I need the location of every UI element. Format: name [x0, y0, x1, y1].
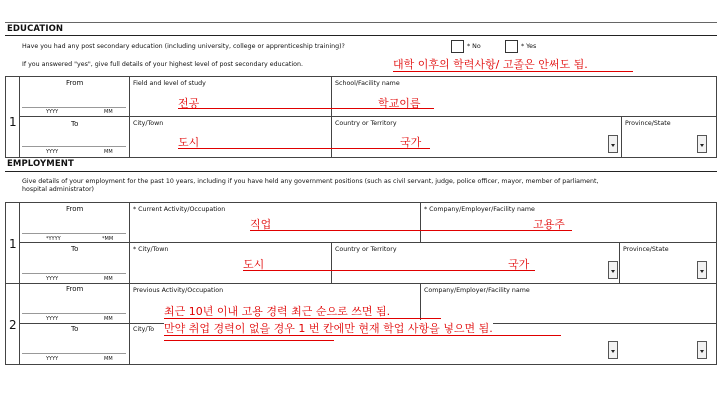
education-table-left	[5, 76, 6, 157]
employment-row2-note-line1: 최근 10년 이내 고용 경력 최근 순으로 쓰면 됨.	[164, 305, 391, 318]
education-from-mm: MM	[104, 109, 113, 115]
employment-row2-from-yyyy: YYYY	[46, 316, 59, 322]
education-table-top	[5, 76, 717, 77]
education-field-label: Field and level of study	[133, 80, 206, 87]
employment-row2-note-underline2	[164, 335, 561, 336]
education-yes-label: * Yes	[521, 43, 537, 50]
employment-row2-city-underline	[164, 340, 334, 341]
education-city-note: 도시	[178, 136, 200, 149]
employment-table-top	[5, 202, 717, 203]
employment-instruction-line1: Give details of your employment for the past 10 years, including if you have held any government positions (such as civil servant, judge, police officer, mayor, member of parliament,	[22, 178, 599, 185]
employment-row1-activity-note: 직업	[250, 218, 272, 231]
employment-row2-to-label: To	[71, 325, 79, 333]
employment-row2-province-dropdown[interactable]	[697, 341, 707, 359]
employment-row1-to-input-line[interactable]	[22, 273, 126, 274]
education-field-underline	[178, 108, 434, 109]
employment-row1-city-underline	[243, 270, 535, 271]
education-province-label: Province/State	[625, 120, 671, 127]
employment-row1-from-label: From	[66, 205, 84, 213]
employment-date-divider	[129, 202, 130, 364]
employment-instruction-line2: hospital administrator)	[22, 186, 94, 193]
employment-row1-to-yyyy: YYYY	[46, 276, 59, 282]
employment-row1-province-dropdown[interactable]	[697, 261, 707, 279]
employment-row1-province-label: Province/State	[623, 246, 669, 253]
education-country-dropdown[interactable]	[608, 135, 618, 153]
education-question: Have you had any post secondary education (including university, college or apprenticeship training)?	[22, 43, 345, 50]
employment-row-separator	[5, 283, 717, 284]
employment-row2-activity-label: Previous Activity/Occupation	[133, 287, 224, 294]
employment-row1-from-mm: *MM	[102, 236, 114, 242]
employment-row2-to-input-line[interactable]	[22, 353, 126, 354]
employment-row2-note-underline1	[164, 318, 441, 319]
employment-row1-to-mm: MM	[104, 276, 113, 282]
employment-row2-to-mm: MM	[104, 356, 113, 362]
education-to-input-line[interactable]	[22, 146, 126, 147]
education-from-yyyy: YYYY	[46, 109, 59, 115]
education-note: 대학 이후의 학력사항/ 고졸은 안써도 됨.	[393, 58, 588, 71]
education-to-yyyy: YYYY	[46, 149, 59, 155]
education-header-rule	[5, 35, 717, 36]
top-divider	[5, 22, 717, 23]
education-from-input-line[interactable]	[22, 107, 126, 108]
employment-row1-city-note: 도시	[243, 258, 265, 271]
employment-table-left	[5, 202, 6, 364]
employment-section-title: EMPLOYMENT	[7, 159, 74, 169]
employment-row2-from-input-line[interactable]	[22, 313, 126, 314]
employment-row1-country-label: Country or Territory	[335, 246, 397, 253]
education-country-label: Country or Territory	[335, 120, 397, 127]
employment-row2-from-label: From	[66, 285, 84, 293]
education-table-right	[716, 76, 717, 157]
employment-row1-country-divider	[331, 242, 332, 283]
employment-row2-company-divider	[420, 283, 421, 323]
education-row-mid	[19, 116, 716, 117]
employment-row2-country-dropdown[interactable]	[608, 341, 618, 359]
education-table-bottom	[5, 157, 717, 158]
employment-header-rule	[5, 171, 717, 172]
employment-row1-activity-underline	[250, 230, 572, 231]
employment-row1-country-note: 국가	[508, 258, 530, 271]
employment-rownum-divider	[19, 202, 20, 364]
education-from-label: From	[66, 79, 84, 87]
employment-row1-from-yyyy: *YYYY	[46, 236, 61, 242]
education-to-label: To	[71, 120, 79, 128]
employment-row1-company-note: 고용주	[533, 218, 565, 231]
education-yes-checkbox[interactable]	[505, 40, 518, 53]
education-row-number: 1	[9, 115, 17, 129]
employment-row1-city-label: * City/Town	[133, 246, 169, 253]
employment-row1-mid	[19, 242, 716, 243]
education-city-label: City/Town	[133, 120, 164, 127]
employment-row2-to-yyyy: YYYY	[46, 356, 59, 362]
education-field-note: 전공	[178, 97, 200, 110]
employment-row1-company-label: * Company/Employer/Facility name	[424, 206, 535, 213]
employment-row2-company-label: Company/Employer/Facility name	[424, 287, 530, 294]
education-no-label: * No	[467, 43, 481, 50]
education-school-note: 학교이름	[378, 97, 421, 110]
education-province-divider	[621, 116, 622, 157]
education-no-checkbox[interactable]	[451, 40, 464, 53]
education-school-label: School/Facility name	[335, 80, 400, 87]
education-country-note: 국가	[400, 136, 422, 149]
education-instruction: If you answered "yes", give full details of your highest level of post secondary education.	[22, 61, 303, 68]
employment-row2-city-label: City/To	[133, 326, 155, 333]
employment-table-bottom	[5, 364, 717, 365]
employment-row2-number: 2	[9, 318, 17, 332]
employment-row1-from-input-line[interactable]	[22, 233, 126, 234]
education-city-underline	[178, 148, 430, 149]
education-to-mm: MM	[104, 149, 113, 155]
employment-row1-to-label: To	[71, 245, 79, 253]
education-col-divider	[331, 76, 332, 157]
employment-row1-country-dropdown[interactable]	[608, 261, 618, 279]
education-province-dropdown[interactable]	[697, 135, 707, 153]
employment-row1-province-divider	[619, 242, 620, 283]
employment-row2-from-mm: MM	[104, 316, 113, 322]
education-section-title: EDUCATION	[7, 24, 64, 34]
employment-table-right	[716, 202, 717, 364]
education-note-underline	[393, 71, 633, 72]
employment-row2-note-line2: 만약 취업 경력이 없을 경우 1 번 칸에만 현재 학업 사항을 넣으면 됨.	[164, 322, 493, 335]
employment-row1-company-divider	[420, 202, 421, 242]
employment-row1-activity-label: * Current Activity/Occupation	[133, 206, 226, 213]
employment-row1-number: 1	[9, 237, 17, 251]
